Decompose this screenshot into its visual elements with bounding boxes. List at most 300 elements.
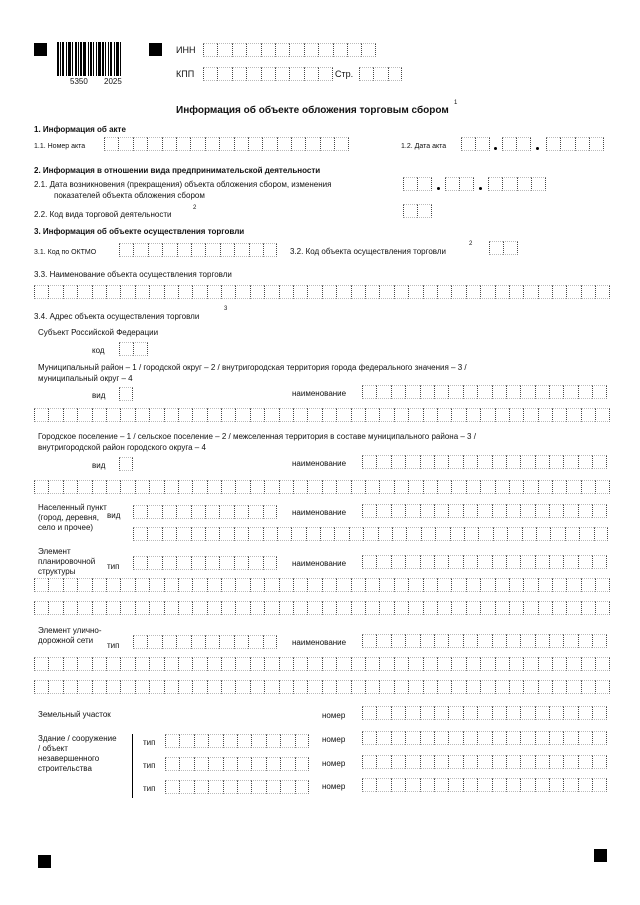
input-cell[interactable] xyxy=(466,285,480,299)
input-cell[interactable] xyxy=(594,527,608,541)
input-cell[interactable] xyxy=(120,480,134,494)
input-cell[interactable] xyxy=(361,43,375,57)
input-cell[interactable] xyxy=(176,137,190,151)
input-cell[interactable] xyxy=(336,657,350,671)
input-cell[interactable] xyxy=(592,755,606,769)
input-cell[interactable] xyxy=(434,455,448,469)
input-cell[interactable] xyxy=(362,504,376,518)
input-cell[interactable] xyxy=(506,731,520,745)
input-cell[interactable] xyxy=(234,527,248,541)
input-cell[interactable] xyxy=(320,137,334,151)
input-cell[interactable] xyxy=(176,527,190,541)
input-cell[interactable] xyxy=(135,601,149,615)
input-cell[interactable] xyxy=(581,578,595,592)
input-cell[interactable] xyxy=(263,243,277,257)
input-cell[interactable] xyxy=(575,137,589,151)
input-cell[interactable] xyxy=(133,556,147,570)
input-cell[interactable] xyxy=(420,731,434,745)
input-cell[interactable] xyxy=(266,734,280,748)
input-cell[interactable] xyxy=(495,657,509,671)
input-cell[interactable] xyxy=(351,285,365,299)
input-cell[interactable] xyxy=(535,504,549,518)
input-cell[interactable] xyxy=(549,731,563,745)
input-cell[interactable] xyxy=(205,527,219,541)
input-cell[interactable] xyxy=(147,137,161,151)
input-cell[interactable] xyxy=(178,408,192,422)
settlement-kind-field[interactable] xyxy=(119,457,133,471)
input-cell[interactable] xyxy=(506,504,520,518)
input-cell[interactable] xyxy=(147,527,161,541)
input-cell[interactable] xyxy=(205,243,219,257)
input-cell[interactable] xyxy=(164,285,178,299)
input-cell[interactable] xyxy=(492,778,506,792)
input-cell[interactable] xyxy=(538,680,552,694)
change-date-day[interactable] xyxy=(403,177,432,191)
object-code-field[interactable] xyxy=(489,241,518,255)
input-cell[interactable] xyxy=(408,680,422,694)
planning-type-field[interactable] xyxy=(133,556,277,570)
input-cell[interactable] xyxy=(489,241,503,255)
oktmo-field[interactable] xyxy=(119,243,277,257)
settlement-name-field-row1[interactable] xyxy=(362,455,607,469)
input-cell[interactable] xyxy=(119,387,133,401)
input-cell[interactable] xyxy=(250,578,264,592)
input-cell[interactable] xyxy=(235,578,249,592)
input-cell[interactable] xyxy=(403,177,417,191)
input-cell[interactable] xyxy=(280,780,294,794)
input-cell[interactable] xyxy=(250,285,264,299)
input-cell[interactable] xyxy=(363,527,377,541)
input-cell[interactable] xyxy=(362,385,376,399)
input-cell[interactable] xyxy=(264,480,278,494)
input-cell[interactable] xyxy=(92,480,106,494)
input-cell[interactable] xyxy=(581,480,595,494)
input-cell[interactable] xyxy=(379,578,393,592)
input-cell[interactable] xyxy=(477,706,491,720)
input-cell[interactable] xyxy=(217,43,231,57)
input-cell[interactable] xyxy=(178,578,192,592)
input-cell[interactable] xyxy=(120,285,134,299)
input-cell[interactable] xyxy=(535,634,549,648)
input-cell[interactable] xyxy=(275,43,289,57)
input-cell[interactable] xyxy=(221,578,235,592)
trade-code-field[interactable] xyxy=(403,204,432,218)
input-cell[interactable] xyxy=(376,706,390,720)
input-cell[interactable] xyxy=(394,578,408,592)
input-cell[interactable] xyxy=(391,455,405,469)
input-cell[interactable] xyxy=(334,527,348,541)
input-cell[interactable] xyxy=(523,657,537,671)
input-cell[interactable] xyxy=(248,556,262,570)
input-cell[interactable] xyxy=(362,455,376,469)
input-cell[interactable] xyxy=(133,342,147,356)
input-cell[interactable] xyxy=(77,657,91,671)
input-cell[interactable] xyxy=(520,555,534,569)
input-cell[interactable] xyxy=(250,680,264,694)
input-cell[interactable] xyxy=(48,601,62,615)
input-cell[interactable] xyxy=(179,757,193,771)
input-cell[interactable] xyxy=(480,408,494,422)
input-cell[interactable] xyxy=(578,385,592,399)
road-name-field-row3[interactable] xyxy=(34,680,610,694)
input-cell[interactable] xyxy=(592,555,606,569)
change-date-month[interactable] xyxy=(445,177,474,191)
input-cell[interactable] xyxy=(552,285,566,299)
input-cell[interactable] xyxy=(263,527,277,541)
input-cell[interactable] xyxy=(149,408,163,422)
input-cell[interactable] xyxy=(480,680,494,694)
input-cell[interactable] xyxy=(92,285,106,299)
input-cell[interactable] xyxy=(293,657,307,671)
input-cell[interactable] xyxy=(379,285,393,299)
input-cell[interactable] xyxy=(538,480,552,494)
input-cell[interactable] xyxy=(147,505,161,519)
subject-code-field[interactable] xyxy=(119,342,148,356)
input-cell[interactable] xyxy=(523,578,537,592)
input-cell[interactable] xyxy=(420,778,434,792)
input-cell[interactable] xyxy=(351,657,365,671)
input-cell[interactable] xyxy=(307,480,321,494)
input-cell[interactable] xyxy=(293,680,307,694)
input-cell[interactable] xyxy=(263,505,277,519)
input-cell[interactable] xyxy=(535,731,549,745)
input-cell[interactable] xyxy=(219,556,233,570)
input-cell[interactable] xyxy=(63,408,77,422)
kpp-field[interactable] xyxy=(203,67,333,81)
input-cell[interactable] xyxy=(578,755,592,769)
input-cell[interactable] xyxy=(289,43,303,57)
input-cell[interactable] xyxy=(280,757,294,771)
input-cell[interactable] xyxy=(106,657,120,671)
input-cell[interactable] xyxy=(208,757,222,771)
input-cell[interactable] xyxy=(359,67,373,81)
input-cell[interactable] xyxy=(207,657,221,671)
municipal-name-field-row2[interactable] xyxy=(34,408,610,422)
input-cell[interactable] xyxy=(495,408,509,422)
input-cell[interactable] xyxy=(477,385,491,399)
input-cell[interactable] xyxy=(578,634,592,648)
input-cell[interactable] xyxy=(219,137,233,151)
input-cell[interactable] xyxy=(495,578,509,592)
input-cell[interactable] xyxy=(279,680,293,694)
input-cell[interactable] xyxy=(135,285,149,299)
road-type-field[interactable] xyxy=(133,635,277,649)
input-cell[interactable] xyxy=(420,555,434,569)
building1-type-field[interactable] xyxy=(165,734,309,748)
input-cell[interactable] xyxy=(192,601,206,615)
input-cell[interactable] xyxy=(194,757,208,771)
input-cell[interactable] xyxy=(77,285,91,299)
input-cell[interactable] xyxy=(165,780,179,794)
input-cell[interactable] xyxy=(336,601,350,615)
input-cell[interactable] xyxy=(250,601,264,615)
input-cell[interactable] xyxy=(509,408,523,422)
input-cell[interactable] xyxy=(219,527,233,541)
input-cell[interactable] xyxy=(451,680,465,694)
input-cell[interactable] xyxy=(279,480,293,494)
input-cell[interactable] xyxy=(420,455,434,469)
input-cell[interactable] xyxy=(322,578,336,592)
input-cell[interactable] xyxy=(176,556,190,570)
input-cell[interactable] xyxy=(322,408,336,422)
input-cell[interactable] xyxy=(48,578,62,592)
input-cell[interactable] xyxy=(133,243,147,257)
input-cell[interactable] xyxy=(535,385,549,399)
input-cell[interactable] xyxy=(223,780,237,794)
input-cell[interactable] xyxy=(191,505,205,519)
input-cell[interactable] xyxy=(581,408,595,422)
input-cell[interactable] xyxy=(394,408,408,422)
input-cell[interactable] xyxy=(563,706,577,720)
input-cell[interactable] xyxy=(149,480,163,494)
input-cell[interactable] xyxy=(264,285,278,299)
input-cell[interactable] xyxy=(203,43,217,57)
input-cell[interactable] xyxy=(463,385,477,399)
input-cell[interactable] xyxy=(549,778,563,792)
input-cell[interactable] xyxy=(437,657,451,671)
input-cell[interactable] xyxy=(405,385,419,399)
input-cell[interactable] xyxy=(162,137,176,151)
input-cell[interactable] xyxy=(592,731,606,745)
input-cell[interactable] xyxy=(192,285,206,299)
input-cell[interactable] xyxy=(376,385,390,399)
input-cell[interactable] xyxy=(118,137,132,151)
input-cell[interactable] xyxy=(495,285,509,299)
input-cell[interactable] xyxy=(421,527,435,541)
input-cell[interactable] xyxy=(552,408,566,422)
input-cell[interactable] xyxy=(516,137,530,151)
input-cell[interactable] xyxy=(434,755,448,769)
input-cell[interactable] xyxy=(466,578,480,592)
input-cell[interactable] xyxy=(177,243,191,257)
input-cell[interactable] xyxy=(162,556,176,570)
input-cell[interactable] xyxy=(106,680,120,694)
input-cell[interactable] xyxy=(394,601,408,615)
input-cell[interactable] xyxy=(563,504,577,518)
land-plot-number-field[interactable] xyxy=(362,706,607,720)
input-cell[interactable] xyxy=(463,455,477,469)
input-cell[interactable] xyxy=(293,578,307,592)
input-cell[interactable] xyxy=(192,657,206,671)
input-cell[interactable] xyxy=(63,680,77,694)
input-cell[interactable] xyxy=(120,601,134,615)
input-cell[interactable] xyxy=(264,578,278,592)
input-cell[interactable] xyxy=(336,680,350,694)
input-cell[interactable] xyxy=(495,680,509,694)
input-cell[interactable] xyxy=(235,601,249,615)
input-cell[interactable] xyxy=(388,67,402,81)
input-cell[interactable] xyxy=(275,67,289,81)
input-cell[interactable] xyxy=(120,578,134,592)
input-cell[interactable] xyxy=(592,455,606,469)
input-cell[interactable] xyxy=(263,635,277,649)
input-cell[interactable] xyxy=(592,385,606,399)
input-cell[interactable] xyxy=(291,137,305,151)
input-cell[interactable] xyxy=(405,731,419,745)
input-cell[interactable] xyxy=(351,408,365,422)
input-cell[interactable] xyxy=(291,527,305,541)
input-cell[interactable] xyxy=(592,634,606,648)
input-cell[interactable] xyxy=(495,601,509,615)
input-cell[interactable] xyxy=(451,601,465,615)
input-cell[interactable] xyxy=(135,408,149,422)
input-cell[interactable] xyxy=(205,556,219,570)
input-cell[interactable] xyxy=(434,778,448,792)
input-cell[interactable] xyxy=(464,527,478,541)
input-cell[interactable] xyxy=(48,285,62,299)
input-cell[interactable] xyxy=(379,408,393,422)
input-cell[interactable] xyxy=(592,706,606,720)
input-cell[interactable] xyxy=(552,578,566,592)
input-cell[interactable] xyxy=(566,480,580,494)
planning-name-field-row3[interactable] xyxy=(34,601,610,615)
input-cell[interactable] xyxy=(581,680,595,694)
input-cell[interactable] xyxy=(448,455,462,469)
act-date-day[interactable] xyxy=(461,137,490,151)
input-cell[interactable] xyxy=(451,578,465,592)
input-cell[interactable] xyxy=(120,680,134,694)
input-cell[interactable] xyxy=(250,480,264,494)
input-cell[interactable] xyxy=(205,137,219,151)
input-cell[interactable] xyxy=(448,778,462,792)
change-date-year[interactable] xyxy=(488,177,546,191)
input-cell[interactable] xyxy=(535,755,549,769)
input-cell[interactable] xyxy=(234,635,248,649)
input-cell[interactable] xyxy=(563,385,577,399)
input-cell[interactable] xyxy=(221,285,235,299)
input-cell[interactable] xyxy=(365,480,379,494)
input-cell[interactable] xyxy=(563,755,577,769)
input-cell[interactable] xyxy=(549,555,563,569)
input-cell[interactable] xyxy=(221,480,235,494)
input-cell[interactable] xyxy=(207,680,221,694)
input-cell[interactable] xyxy=(466,657,480,671)
input-cell[interactable] xyxy=(34,578,48,592)
input-cell[interactable] xyxy=(493,527,507,541)
input-cell[interactable] xyxy=(463,634,477,648)
input-cell[interactable] xyxy=(147,635,161,649)
input-cell[interactable] xyxy=(279,601,293,615)
input-cell[interactable] xyxy=(351,601,365,615)
input-cell[interactable] xyxy=(365,657,379,671)
input-cell[interactable] xyxy=(362,555,376,569)
input-cell[interactable] xyxy=(232,43,246,57)
input-cell[interactable] xyxy=(595,285,609,299)
input-cell[interactable] xyxy=(503,241,517,255)
input-cell[interactable] xyxy=(192,480,206,494)
input-cell[interactable] xyxy=(448,555,462,569)
input-cell[interactable] xyxy=(448,634,462,648)
input-cell[interactable] xyxy=(234,505,248,519)
input-cell[interactable] xyxy=(246,67,260,81)
input-cell[interactable] xyxy=(448,755,462,769)
input-cell[interactable] xyxy=(403,204,417,218)
input-cell[interactable] xyxy=(509,578,523,592)
input-cell[interactable] xyxy=(203,67,217,81)
input-cell[interactable] xyxy=(581,285,595,299)
input-cell[interactable] xyxy=(191,635,205,649)
input-cell[interactable] xyxy=(477,755,491,769)
municipal-kind-field[interactable] xyxy=(119,387,133,401)
input-cell[interactable] xyxy=(232,67,246,81)
input-cell[interactable] xyxy=(194,734,208,748)
input-cell[interactable] xyxy=(191,243,205,257)
input-cell[interactable] xyxy=(523,408,537,422)
input-cell[interactable] xyxy=(566,285,580,299)
input-cell[interactable] xyxy=(589,137,603,151)
input-cell[interactable] xyxy=(423,285,437,299)
input-cell[interactable] xyxy=(405,455,419,469)
building1-number-field[interactable] xyxy=(362,731,607,745)
input-cell[interactable] xyxy=(552,480,566,494)
input-cell[interactable] xyxy=(307,657,321,671)
input-cell[interactable] xyxy=(492,755,506,769)
input-cell[interactable] xyxy=(507,527,521,541)
input-cell[interactable] xyxy=(307,578,321,592)
input-cell[interactable] xyxy=(477,555,491,569)
input-cell[interactable] xyxy=(509,480,523,494)
input-cell[interactable] xyxy=(234,137,248,151)
input-cell[interactable] xyxy=(162,243,176,257)
input-cell[interactable] xyxy=(92,408,106,422)
act-number-field[interactable] xyxy=(104,137,349,151)
input-cell[interactable] xyxy=(420,755,434,769)
input-cell[interactable] xyxy=(423,578,437,592)
input-cell[interactable] xyxy=(48,480,62,494)
input-cell[interactable] xyxy=(264,408,278,422)
input-cell[interactable] xyxy=(466,480,480,494)
input-cell[interactable] xyxy=(459,177,473,191)
input-cell[interactable] xyxy=(549,455,563,469)
input-cell[interactable] xyxy=(538,601,552,615)
input-cell[interactable] xyxy=(250,657,264,671)
input-cell[interactable] xyxy=(237,734,251,748)
input-cell[interactable] xyxy=(279,285,293,299)
building3-number-field[interactable] xyxy=(362,778,607,792)
input-cell[interactable] xyxy=(48,657,62,671)
input-cell[interactable] xyxy=(120,408,134,422)
input-cell[interactable] xyxy=(405,504,419,518)
input-cell[interactable] xyxy=(408,657,422,671)
input-cell[interactable] xyxy=(365,578,379,592)
input-cell[interactable] xyxy=(420,706,434,720)
input-cell[interactable] xyxy=(408,408,422,422)
input-cell[interactable] xyxy=(277,527,291,541)
input-cell[interactable] xyxy=(251,757,265,771)
input-cell[interactable] xyxy=(279,408,293,422)
input-cell[interactable] xyxy=(448,504,462,518)
input-cell[interactable] xyxy=(191,527,205,541)
input-cell[interactable] xyxy=(595,578,609,592)
input-cell[interactable] xyxy=(550,527,564,541)
input-cell[interactable] xyxy=(237,757,251,771)
input-cell[interactable] xyxy=(391,731,405,745)
input-cell[interactable] xyxy=(280,734,294,748)
input-cell[interactable] xyxy=(448,706,462,720)
input-cell[interactable] xyxy=(549,706,563,720)
input-cell[interactable] xyxy=(235,408,249,422)
input-cell[interactable] xyxy=(262,137,276,151)
input-cell[interactable] xyxy=(34,285,48,299)
act-date-month[interactable] xyxy=(502,137,531,151)
input-cell[interactable] xyxy=(595,680,609,694)
input-cell[interactable] xyxy=(536,527,550,541)
planning-name-field-row1[interactable] xyxy=(362,555,607,569)
input-cell[interactable] xyxy=(362,755,376,769)
input-cell[interactable] xyxy=(149,285,163,299)
input-cell[interactable] xyxy=(178,680,192,694)
input-cell[interactable] xyxy=(451,408,465,422)
